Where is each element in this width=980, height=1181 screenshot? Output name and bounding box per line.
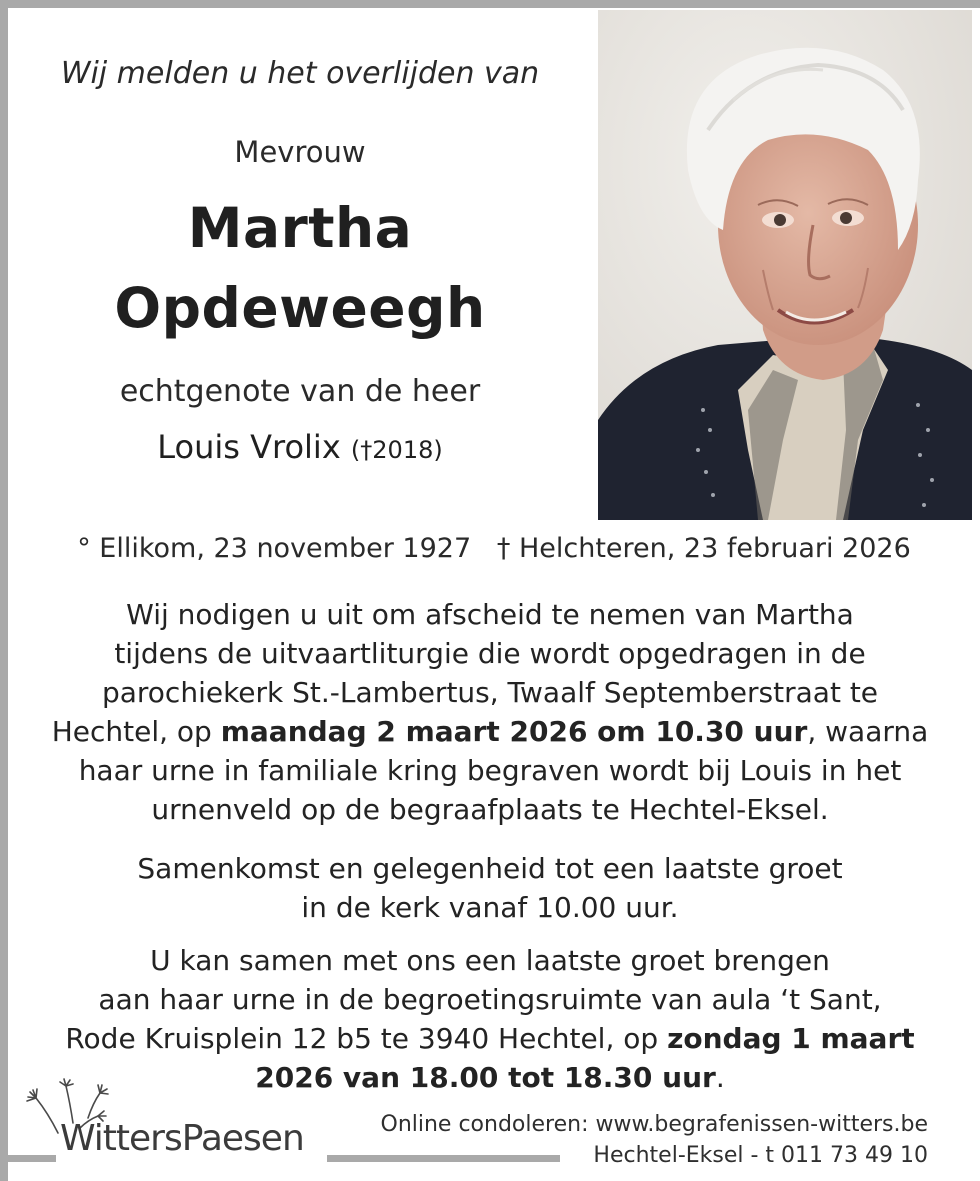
invitation-line: parochiekerk St.-Lambertus, Twaalf Septemberstraat te: [101, 676, 879, 709]
invitation-text: , waarna: [807, 715, 929, 748]
farewell-text: Rode Kruisplein 12 b5 te 3940 Hechtel, op: [65, 1022, 668, 1055]
farewell-line: [20, 1019, 960, 1058]
frame-bottom-border-middle: [327, 1155, 560, 1162]
farewell-info: [20, 941, 960, 1097]
frame-left-border: [0, 0, 8, 1181]
frame-top-border: [0, 0, 980, 8]
funeral-invitation: [20, 595, 960, 829]
logo-wordmark: WittersPaesen: [60, 1118, 304, 1159]
salutation: Mevrouw: [234, 135, 366, 169]
relation-text: echtgenote van de heer: [119, 374, 481, 409]
invitation-text: Hechtel, op: [51, 715, 221, 748]
death-date: † Helchteren, 23 februari 2026: [496, 533, 911, 564]
farewell-text: .: [715, 1061, 725, 1094]
birth-date: ° Ellikom, 23 november 1927: [77, 533, 472, 564]
farewell-time: 2026 van 18.00 tot 18.30 uur: [255, 1061, 716, 1094]
portrait-photo: [598, 10, 972, 520]
deceased-last-name: Opdeweegh: [114, 276, 486, 340]
contact-info: Hechtel-Eksel - t 011 73 49 10: [593, 1143, 928, 1168]
spouse-line: [30, 428, 570, 466]
invitation-line: tijdens de uitvaartliturgie die wordt opgedragen in de: [114, 637, 866, 670]
spouse-name: Louis Vrolix: [157, 428, 341, 466]
funeral-date-time: maandag 2 maart 2026 om 10.30 uur: [220, 715, 808, 748]
life-dates: [8, 533, 980, 564]
invitation-line: urnenveld op de begraafplaats te Hechtel-Eksel.: [151, 793, 829, 826]
farewell-line: aan haar urne in de begroetingsruimte van aula ‘t Sant,: [98, 983, 882, 1016]
invitation-line: Wij nodigen u uit om afscheid te nemen van Martha: [126, 598, 854, 631]
spouse-death-year: (†2018): [350, 436, 443, 464]
farewell-line: U kan samen met ons een laatste groet brengen: [150, 944, 830, 977]
farewell-date: zondag 1 maart: [667, 1022, 915, 1055]
condolence-url: Online condoleren: www.begrafenissen-witters.be: [380, 1112, 928, 1137]
intro-text: Wij melden u het overlijden van: [60, 56, 540, 91]
invitation-line: haar urne in familiale kring begraven wordt bij Louis in het: [78, 754, 902, 787]
gathering-line: Samenkomst en gelegenheid tot een laatste groet: [137, 852, 843, 885]
invitation-line: [20, 712, 960, 751]
gathering-line: in de kerk vanaf 10.00 uur.: [301, 891, 679, 924]
gathering-info: [20, 849, 960, 927]
deceased-first-name: Martha: [187, 196, 413, 260]
